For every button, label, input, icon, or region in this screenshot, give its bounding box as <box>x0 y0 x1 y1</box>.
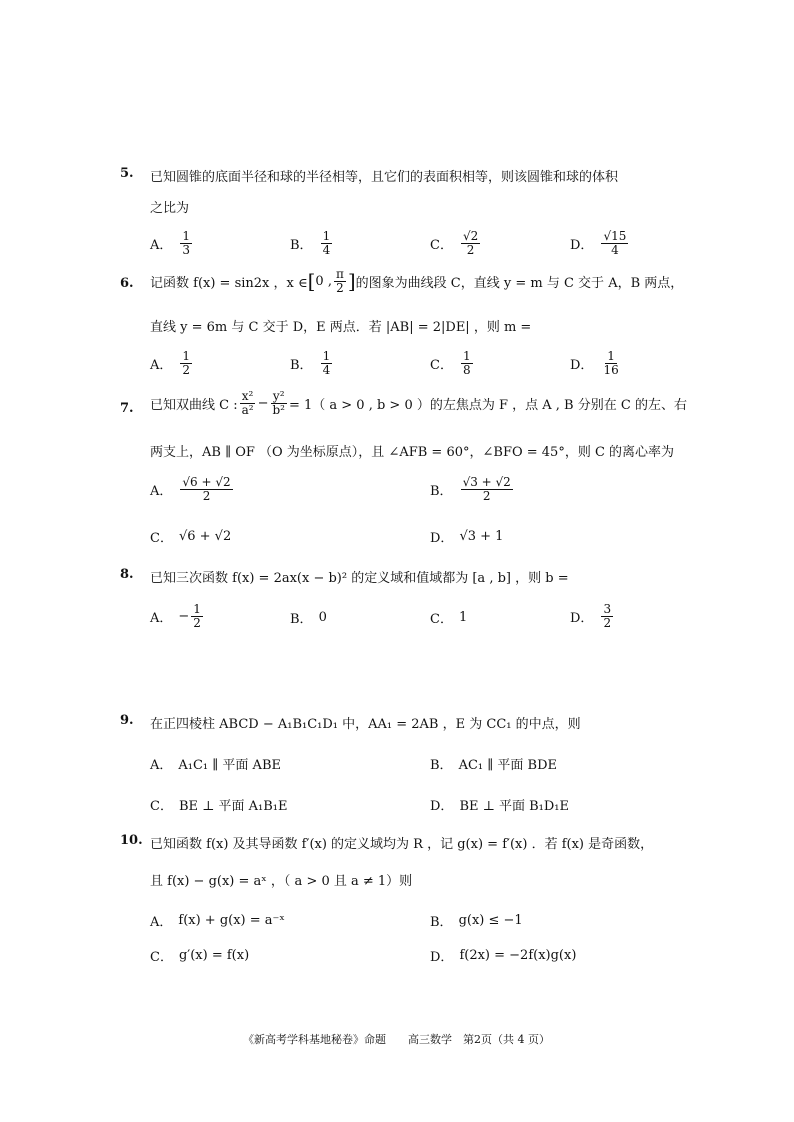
option-b: B． AC₁ ∥ 平面 BDE <box>430 758 557 773</box>
option-a: A． f(x) + g(x) = a⁻ˣ <box>150 913 285 930</box>
fraction: $\frac{1}{3}$ <box>182 229 191 257</box>
option-d: D． √3 + 1 <box>430 529 504 546</box>
option-a: A． − $\frac{1}{2}$ <box>150 602 201 630</box>
option-c: C． BE ⊥ 平面 A₁B₁E <box>150 799 288 814</box>
option-d: D． BE ⊥ 平面 B₁D₁E <box>430 799 569 814</box>
question-stem: 已知圆锥的底面半径和球的半径相等，且它们的表面积相等，则该圆锥和球的体积 <box>150 170 619 185</box>
question-stem: 直线 y = 6m 与 C 交于 D，E 两点．若 |AB| = 2|DE| ，则 m = <box>150 320 532 335</box>
question-number: 7. <box>120 401 134 416</box>
question-stem: 记函数 f(x) = sin2x ，x ∈ [ 0 , $\frac{\pi}{2}$ ] 的图象为曲线段 C，直线 y = m 与 C 交于 A，B 两点， <box>150 267 684 295</box>
page-footer: 《新高考学科基地秘卷》命题 高三数学 第2页（共 4 页） <box>243 1033 550 1046</box>
fraction: $\frac{√6 + √2}{2}$ <box>182 475 231 503</box>
option-c: C． 1 <box>430 610 468 627</box>
fraction: $\frac{√2}{2}$ <box>462 229 479 257</box>
fraction: $\frac{\pi}{2}$ <box>335 267 344 295</box>
option-d: D． $\frac{√15}{4}$ <box>570 229 627 257</box>
question-number: 10. <box>120 833 143 848</box>
fraction: $\frac{3}{2}$ <box>603 602 612 630</box>
option-d: D． $\frac{1}{16}$ <box>570 349 619 377</box>
question-number: 8. <box>120 567 134 582</box>
question-stem: 在正四棱柱 ABCD − A₁B₁C₁D₁ 中，AA₁ = 2AB ，E 为 CC₁ 的中点，则 <box>150 717 581 732</box>
option-a: A． $\frac{1}{3}$ <box>150 229 191 257</box>
option-c: C． $\frac{1}{8}$ <box>430 349 471 377</box>
fraction: $\frac{1}{2}$ <box>193 602 201 630</box>
fraction: $\frac{√15}{4}$ <box>603 229 627 257</box>
option-c: C． $\frac{√2}{2}$ <box>430 229 479 257</box>
question-stem: 两支上，AB ∥ OF （O 为坐标原点），且 ∠AFB = 60°，∠BFO = 45°，则 C 的离心率为 <box>150 445 675 460</box>
fraction: $\frac{1}{2}$ <box>182 349 191 377</box>
option-c: C． g′(x) = f(x) <box>150 948 250 965</box>
option-b: B． 0 <box>290 610 327 627</box>
fraction: $\frac{1}{16}$ <box>603 349 619 377</box>
option-a: A． $\frac{√6 + √2}{2}$ <box>150 475 231 503</box>
question-stem: 之比为 <box>150 201 190 216</box>
fraction: $\frac{\text{y²}}{\text{b²}}$ <box>272 389 285 417</box>
fraction: $\frac{\text{x²}}{\text{a²}}$ <box>241 389 254 417</box>
option-b: B． $\frac{√3 + √2}{2}$ <box>430 475 511 503</box>
question-stem: 已知双曲线 C : $\frac{\text{x²}}{\text{a²}}$ − $\frac{\text{y²}}{\text{b²}}$ = 1（ a > 0 , b > 0 ）的左焦点为 F ，点 A , B 分别在 C 的左、右 <box>150 389 687 417</box>
fraction: $\frac{1}{4}$ <box>322 349 331 377</box>
question-number: 6. <box>120 276 134 291</box>
option-c: C． √6 + √2 <box>150 529 232 546</box>
option-b: B． $\frac{1}{4}$ <box>290 349 331 377</box>
question-number: 5. <box>120 166 134 181</box>
question-stem: 且 f(x) − g(x) = aˣ ，（ a > 0 且 a ≠ 1）则 <box>150 874 413 889</box>
option-a: A． A₁C₁ ∥ 平面 ABE <box>150 758 281 773</box>
fraction: $\frac{1}{8}$ <box>462 349 471 377</box>
fraction: $\frac{1}{4}$ <box>322 229 331 257</box>
option-a: A． $\frac{1}{2}$ <box>150 349 191 377</box>
question-stem: 已知三次函数 f(x) = 2ax(x − b)² 的定义域和值域都为 [a , b] ，则 b = <box>150 571 569 586</box>
option-d: D． f(2x) = −2f(x)g(x) <box>430 948 577 965</box>
fraction: $\frac{√3 + √2}{2}$ <box>462 475 511 503</box>
option-b: B． $\frac{1}{4}$ <box>290 229 331 257</box>
question-stem: 已知函数 f(x) 及其导函数 f′(x) 的定义域均为 R ，记 g(x) = f′(x) ．若 f(x) 是奇函数， <box>150 837 654 852</box>
option-d: D． $\frac{3}{2}$ <box>570 602 612 630</box>
question-number: 9. <box>120 713 134 728</box>
option-b: B． g(x) ≤ −1 <box>430 913 523 930</box>
